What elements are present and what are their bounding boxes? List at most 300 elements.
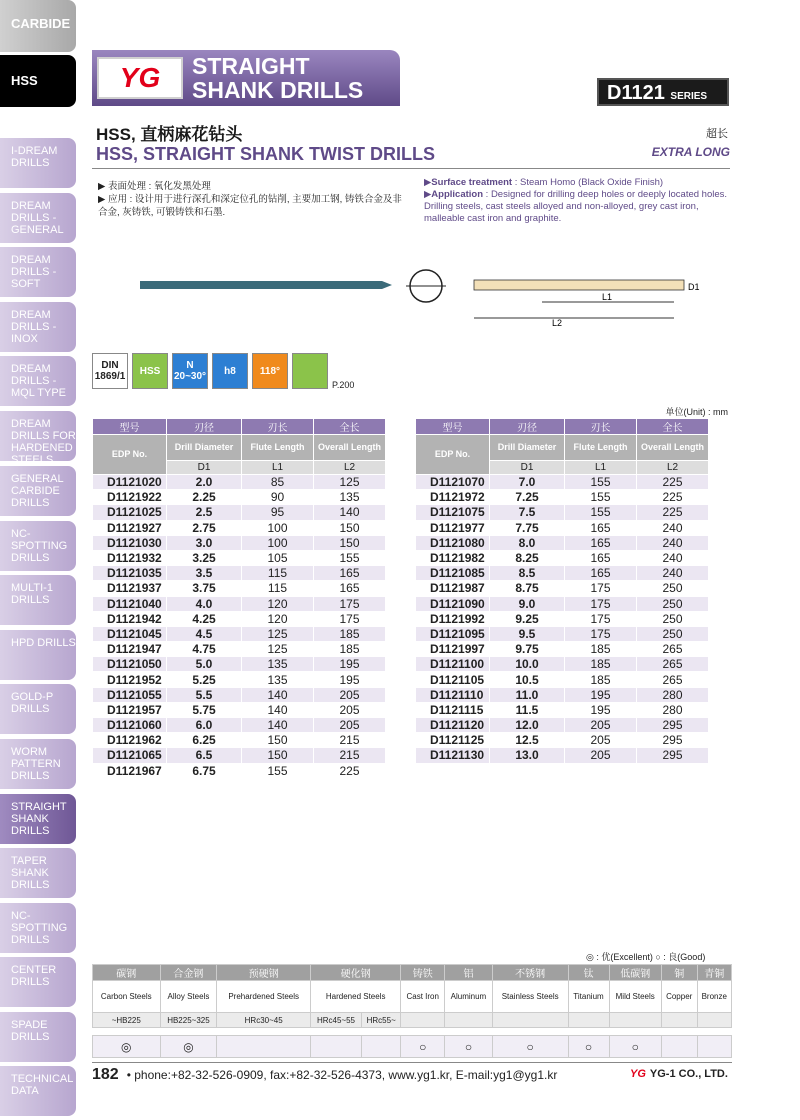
table-cell xyxy=(416,763,490,778)
table-cell: 12.5 xyxy=(490,733,565,748)
table-cell: 4.25 xyxy=(167,611,242,626)
table-cell: 5.0 xyxy=(167,657,242,672)
table-cell: 5.75 xyxy=(167,702,242,717)
table-cell: 185 xyxy=(314,642,386,657)
table-cell: 8.5 xyxy=(490,566,565,581)
material-cn: 预硬钢 xyxy=(217,965,311,981)
table-cell: 115 xyxy=(242,566,314,581)
table-cell: 175 xyxy=(314,611,386,626)
table-cell: 6.25 xyxy=(167,733,242,748)
table-cell: 100 xyxy=(242,520,314,535)
table-cell: 125 xyxy=(242,626,314,641)
table-row xyxy=(416,687,709,702)
table-cell: D1121080 xyxy=(416,535,490,550)
table-cell: D1121075 xyxy=(416,505,490,520)
material-rating xyxy=(697,1036,732,1058)
table-cell: D1121100 xyxy=(416,657,490,672)
material-en: Alloy Steels xyxy=(160,981,217,1013)
col-symbol: D1 xyxy=(490,461,565,475)
footer-brand: YG YG-1 CO., LTD. xyxy=(630,1068,728,1080)
table-cell: D1121110 xyxy=(416,687,490,702)
material-condition: ~HB225 xyxy=(93,1013,161,1028)
table-cell: 105 xyxy=(242,550,314,565)
material-condition: HRc30~45 xyxy=(217,1013,311,1028)
material-en: Prehardened Steels xyxy=(217,981,311,1013)
spec-icon: N 20~30° xyxy=(172,353,208,389)
table-cell: 205 xyxy=(565,748,637,763)
material-cn: 硬化钢 xyxy=(311,965,401,981)
series-badge: D1121 SERIES xyxy=(597,78,729,106)
table-cell: D1121922 xyxy=(93,490,167,505)
table-cell: 240 xyxy=(637,566,709,581)
table-cell: 240 xyxy=(637,550,709,565)
table-cell: 215 xyxy=(314,733,386,748)
table-cell: 85 xyxy=(242,475,314,490)
material-en: Copper xyxy=(661,981,697,1013)
subtitle-cn: HSS, 直柄麻花钻头 xyxy=(96,125,243,144)
table-row xyxy=(416,763,709,778)
table-cell: 4.0 xyxy=(167,596,242,611)
table-cell: 140 xyxy=(242,718,314,733)
table-cell xyxy=(565,763,637,778)
table-cell: 7.5 xyxy=(490,505,565,520)
table-cell: 195 xyxy=(565,687,637,702)
table-cell: 5.5 xyxy=(167,687,242,702)
col-header-cn: 刃长 xyxy=(565,419,637,435)
col-header-cn: 全长 xyxy=(314,419,386,435)
table-cell: D1121947 xyxy=(93,642,167,657)
table-row xyxy=(416,626,709,641)
dim-d1: D1 xyxy=(688,282,700,292)
drill-illustration xyxy=(92,262,732,332)
table-row xyxy=(93,718,386,733)
table-row xyxy=(93,611,386,626)
table-row xyxy=(416,718,709,733)
spec-icon: 118° xyxy=(252,353,288,389)
col-symbol: L2 xyxy=(314,461,386,475)
table-cell: 9.0 xyxy=(490,596,565,611)
table-cell: D1121070 xyxy=(416,475,490,490)
material-en: Cast Iron xyxy=(401,981,445,1013)
table-row xyxy=(416,475,709,490)
table-cell: 3.25 xyxy=(167,550,242,565)
dim-l1: L1 xyxy=(602,292,613,302)
col-header-cn: 刃径 xyxy=(167,419,242,435)
sidebar-item[interactable]: GENERAL CARBIDE DRILLS xyxy=(0,466,76,516)
table-row xyxy=(93,642,386,657)
table-cell xyxy=(490,763,565,778)
sidebar-item[interactable]: NC-SPOTTING DRILLS xyxy=(0,521,76,571)
col-header-en: EDP No. xyxy=(416,435,490,475)
table-cell: 215 xyxy=(314,748,386,763)
table-cell: 150 xyxy=(242,733,314,748)
page-ref: P.200 xyxy=(332,380,355,390)
material-en: Titanium xyxy=(568,981,609,1013)
table-cell: 135 xyxy=(314,490,386,505)
material-rating xyxy=(661,1036,697,1058)
col-header-en: Drill Diameter xyxy=(490,435,565,461)
table-cell: 155 xyxy=(565,490,637,505)
material-condition: HB225~325 xyxy=(160,1013,217,1028)
col-header-en: EDP No. xyxy=(93,435,167,475)
table-cell: 100 xyxy=(242,535,314,550)
table-cell: 225 xyxy=(637,505,709,520)
table-cell: 8.75 xyxy=(490,581,565,596)
sidebar-item[interactable]: TAPER SHANK DRILLS xyxy=(0,848,76,898)
table-cell: 4.75 xyxy=(167,642,242,657)
col-header-en: Overall Length xyxy=(637,435,709,461)
table-cell: 6.75 xyxy=(167,763,242,778)
material-condition: HRc55~ xyxy=(362,1013,401,1028)
table-cell: 240 xyxy=(637,535,709,550)
table-row xyxy=(416,581,709,596)
material-cn: 低碳钢 xyxy=(609,965,661,981)
material-en: Hardened Steels xyxy=(311,981,401,1013)
material-rating: ◎ xyxy=(160,1036,217,1058)
table-cell: 120 xyxy=(242,596,314,611)
spec-icons xyxy=(92,353,328,389)
table-cell: D1121992 xyxy=(416,611,490,626)
table-cell: 11.0 xyxy=(490,687,565,702)
table-cell: D1121932 xyxy=(93,550,167,565)
table-cell: D1121987 xyxy=(416,581,490,596)
table-cell: 125 xyxy=(242,642,314,657)
table-cell: D1121035 xyxy=(93,566,167,581)
header-title: STRAIGHT SHANK DRILLS xyxy=(192,53,364,103)
table-cell: D1121085 xyxy=(416,566,490,581)
table-cell: 175 xyxy=(565,611,637,626)
sidebar-item[interactable]: TECHNICAL DATA xyxy=(0,1066,76,1116)
sidebar-item[interactable]: HPD DRILLS xyxy=(0,630,76,680)
table-cell: 120 xyxy=(242,611,314,626)
col-header-en: Drill Diameter xyxy=(167,435,242,461)
table-row xyxy=(93,550,386,565)
table-cell: 9.25 xyxy=(490,611,565,626)
table-cell: 225 xyxy=(314,763,386,778)
table-cell: 2.75 xyxy=(167,520,242,535)
table-cell: 185 xyxy=(565,642,637,657)
table-cell: 165 xyxy=(565,520,637,535)
spec-icon: DIN 1869/1 xyxy=(92,353,128,389)
sidebar-item[interactable]: CENTER DRILLS xyxy=(0,957,76,1007)
col-symbol: D1 xyxy=(167,461,242,475)
sidebar-item[interactable]: MULTI-1 DRILLS xyxy=(0,575,76,625)
table-cell: 265 xyxy=(637,672,709,687)
table-row xyxy=(93,687,386,702)
table-cell: D1121997 xyxy=(416,642,490,657)
table-cell: 125 xyxy=(314,475,386,490)
table-cell: 225 xyxy=(637,475,709,490)
table-cell: D1121095 xyxy=(416,626,490,641)
right-table xyxy=(415,418,709,779)
table-cell: 10.5 xyxy=(490,672,565,687)
spec-icon: HSS xyxy=(132,353,168,389)
material-rating: ○ xyxy=(401,1036,445,1058)
table-cell: 3.75 xyxy=(167,581,242,596)
table-cell: 265 xyxy=(637,657,709,672)
table-cell: D1121060 xyxy=(93,718,167,733)
sidebar-item[interactable]: DREAM DRILLS -MQL TYPE xyxy=(0,356,76,406)
sidebar-item[interactable]: DREAM DRILLS -SOFT xyxy=(0,247,76,297)
col-header-cn: 刃径 xyxy=(490,419,565,435)
col-symbol: L2 xyxy=(637,461,709,475)
table-cell: 8.25 xyxy=(490,550,565,565)
material-condition: HRc45~55 xyxy=(311,1013,362,1028)
extra-long-en: EXTRA LONG xyxy=(651,145,730,159)
table-cell: 8.0 xyxy=(490,535,565,550)
table-row xyxy=(93,672,386,687)
table-cell: 7.0 xyxy=(490,475,565,490)
table-cell: 185 xyxy=(314,626,386,641)
material-en: Mild Steels xyxy=(609,981,661,1013)
material-en: Stainless Steels xyxy=(492,981,568,1013)
table-cell: 5.25 xyxy=(167,672,242,687)
table-cell: 185 xyxy=(565,672,637,687)
material-table xyxy=(92,964,732,1058)
table-cell: 155 xyxy=(314,550,386,565)
material-rating: ◎ xyxy=(93,1036,161,1058)
table-cell xyxy=(637,763,709,778)
sidebar-item[interactable]: CARBIDE xyxy=(0,0,76,52)
material-cn: 青铜 xyxy=(697,965,732,981)
table-cell: 135 xyxy=(242,672,314,687)
sidebar-item[interactable]: HSS xyxy=(0,55,76,107)
left-table xyxy=(92,418,386,779)
material-cn: 钛 xyxy=(568,965,609,981)
sidebar-item[interactable]: NC-SPOTTING DRILLS xyxy=(0,903,76,953)
table-row xyxy=(416,566,709,581)
table-cell: D1121050 xyxy=(93,657,167,672)
table-cell: 3.0 xyxy=(167,535,242,550)
table-cell: 7.75 xyxy=(490,520,565,535)
table-cell: 195 xyxy=(314,672,386,687)
col-header-cn: 刃长 xyxy=(242,419,314,435)
sidebar-item[interactable]: DREAM DRILLS FOR HARDENED STEELS xyxy=(0,411,76,461)
material-rating: ○ xyxy=(492,1036,568,1058)
table-row xyxy=(416,505,709,520)
sidebar-item[interactable]: DREAM DRILLS -GENERAL xyxy=(0,193,76,243)
table-cell: 2.0 xyxy=(167,475,242,490)
table-cell: 205 xyxy=(314,702,386,717)
material-rating xyxy=(311,1036,362,1058)
table-row xyxy=(93,596,386,611)
table-cell: D1121120 xyxy=(416,718,490,733)
table-cell: 9.5 xyxy=(490,626,565,641)
table-cell: 165 xyxy=(565,535,637,550)
material-rating: ○ xyxy=(445,1036,493,1058)
table-cell: 90 xyxy=(242,490,314,505)
table-cell: 2.25 xyxy=(167,490,242,505)
material-en: Bronze xyxy=(697,981,732,1013)
material-en: Carbon Steels xyxy=(93,981,161,1013)
table-cell: 175 xyxy=(314,596,386,611)
col-header-cn: 型号 xyxy=(416,419,490,435)
table-row xyxy=(416,550,709,565)
table-cell: 195 xyxy=(314,657,386,672)
table-cell: D1121030 xyxy=(93,535,167,550)
table-cell: 205 xyxy=(565,718,637,733)
description-cn: ▶ 表面处理 : 氧化发黑处理 ▶ 应用 : 设计用于进行深孔和深定位孔的钻削, 主要加工钢, 铸铁合金及非合金, 灰铸铁, 可锻铸铁和石墨. xyxy=(98,181,402,218)
table-cell: 225 xyxy=(637,490,709,505)
table-row xyxy=(93,733,386,748)
table-cell: 250 xyxy=(637,626,709,641)
table-cell: 205 xyxy=(565,733,637,748)
table-cell: 7.25 xyxy=(490,490,565,505)
unit-label: 单位(Unit) : mm xyxy=(665,407,728,417)
sidebar-item[interactable]: STRAIGHT SHANK DRILLS xyxy=(0,794,76,844)
table-cell: 13.0 xyxy=(490,748,565,763)
col-header-en: Flute Length xyxy=(242,435,314,461)
table-cell: 115 xyxy=(242,581,314,596)
table-cell: 205 xyxy=(314,687,386,702)
subtitle-en: HSS, STRAIGHT SHANK TWIST DRILLS xyxy=(96,144,435,164)
table-row xyxy=(416,611,709,626)
table-cell: D1121972 xyxy=(416,490,490,505)
table-cell: 295 xyxy=(637,718,709,733)
sidebar-item[interactable]: GOLD-P DRILLS xyxy=(0,684,76,734)
material-rating: ○ xyxy=(568,1036,609,1058)
material-rating xyxy=(362,1036,401,1058)
table-cell: D1121065 xyxy=(93,748,167,763)
table-cell: 165 xyxy=(314,581,386,596)
table-cell: D1121952 xyxy=(93,672,167,687)
yg-logo: YG xyxy=(97,57,183,99)
table-cell: D1121055 xyxy=(93,687,167,702)
description-en: ▶Surface treatment : Steam Homo (Black Oxide Finish) ▶Application : Designed for drilling deep holes or deeply located holes. Drilling steels, cast steels alloyed and non-alloyed, grey cast iron, malleable cast iron and graphite. xyxy=(424,177,728,224)
table-row xyxy=(93,626,386,641)
table-cell: D1121982 xyxy=(416,550,490,565)
sidebar-item[interactable]: WORM PATTERN DRILLS xyxy=(0,739,76,789)
table-row xyxy=(93,475,386,490)
col-header-en: Overall Length xyxy=(314,435,386,461)
table-cell: 240 xyxy=(637,520,709,535)
col-symbol: L1 xyxy=(242,461,314,475)
table-cell: 150 xyxy=(314,535,386,550)
col-symbol: L1 xyxy=(565,461,637,475)
table-row xyxy=(416,520,709,535)
table-cell: 9.75 xyxy=(490,642,565,657)
table-cell: D1121045 xyxy=(93,626,167,641)
col-header-cn: 全长 xyxy=(637,419,709,435)
table-row xyxy=(416,535,709,550)
table-row xyxy=(416,748,709,763)
material-en: Aluminum xyxy=(445,981,493,1013)
material-cn: 合金钢 xyxy=(160,965,217,981)
table-cell: 295 xyxy=(637,748,709,763)
material-cn: 不锈钢 xyxy=(492,965,568,981)
material-legend: ◎ : 优(Excellent) ○ : 良(Good) xyxy=(586,952,706,962)
table-cell: 3.5 xyxy=(167,566,242,581)
table-cell: D1121927 xyxy=(93,520,167,535)
table-cell: 165 xyxy=(565,566,637,581)
spec-icon: h8 xyxy=(212,353,248,389)
table-row xyxy=(416,733,709,748)
table-cell: D1121130 xyxy=(416,748,490,763)
table-cell: 135 xyxy=(242,657,314,672)
table-cell: 205 xyxy=(314,718,386,733)
table-row xyxy=(93,581,386,596)
table-cell: 250 xyxy=(637,596,709,611)
table-cell: 185 xyxy=(565,657,637,672)
table-cell: 250 xyxy=(637,581,709,596)
table-cell: 150 xyxy=(314,520,386,535)
table-row xyxy=(93,520,386,535)
table-cell: 175 xyxy=(565,596,637,611)
sidebar-item[interactable]: DREAM DRILLS -INOX xyxy=(0,302,76,352)
table-row xyxy=(416,596,709,611)
table-cell: 250 xyxy=(637,611,709,626)
table-row xyxy=(93,566,386,581)
table-cell: 140 xyxy=(242,702,314,717)
table-cell: 155 xyxy=(565,475,637,490)
table-row xyxy=(93,505,386,520)
table-cell: 165 xyxy=(314,566,386,581)
dim-l2: L2 xyxy=(552,318,563,328)
table-row xyxy=(93,535,386,550)
table-row xyxy=(416,672,709,687)
material-cn: 铸铁 xyxy=(401,965,445,981)
table-cell: 11.5 xyxy=(490,702,565,717)
sidebar-item[interactable]: SPADE DRILLS xyxy=(0,1012,76,1062)
material-rating xyxy=(217,1036,311,1058)
material-cn: 铝 xyxy=(445,965,493,981)
table-cell: 175 xyxy=(565,581,637,596)
material-cn: 碳钢 xyxy=(93,965,161,981)
table-cell: D1121937 xyxy=(93,581,167,596)
table-cell: D1121090 xyxy=(416,596,490,611)
table-cell: 95 xyxy=(242,505,314,520)
table-cell: D1121957 xyxy=(93,702,167,717)
table-row xyxy=(416,657,709,672)
table-cell: D1121977 xyxy=(416,520,490,535)
header-banner xyxy=(92,50,400,106)
table-cell: 265 xyxy=(637,642,709,657)
table-cell: 150 xyxy=(242,748,314,763)
table-cell: D1121962 xyxy=(93,733,167,748)
table-cell: D1121942 xyxy=(93,611,167,626)
footer-divider xyxy=(92,1062,732,1063)
col-header-en: Flute Length xyxy=(565,435,637,461)
table-cell: 140 xyxy=(314,505,386,520)
sidebar-item[interactable]: I-DREAM DRILLS xyxy=(0,138,76,188)
table-cell: D1121040 xyxy=(93,596,167,611)
table-row xyxy=(93,490,386,505)
table-cell: 4.5 xyxy=(167,626,242,641)
table-row xyxy=(416,702,709,717)
sidebar xyxy=(0,0,76,1120)
table-cell: 12.0 xyxy=(490,718,565,733)
table-cell: 140 xyxy=(242,687,314,702)
divider xyxy=(92,168,730,169)
col-header-cn: 型号 xyxy=(93,419,167,435)
table-row xyxy=(93,702,386,717)
table-cell: 6.0 xyxy=(167,718,242,733)
table-cell: 2.5 xyxy=(167,505,242,520)
table-cell: 155 xyxy=(242,763,314,778)
table-row xyxy=(93,763,386,778)
table-cell: D1121115 xyxy=(416,702,490,717)
extra-long-cn: 超长 xyxy=(706,128,728,140)
material-rating: ○ xyxy=(609,1036,661,1058)
table-row xyxy=(93,657,386,672)
spec-icon xyxy=(292,353,328,389)
footer: 182 • phone:+82-32-526-0909, fax:+82-32-526-4373, www.yg1.kr, E-mail:yg1@yg1.kr xyxy=(92,1066,558,1083)
table-row xyxy=(93,748,386,763)
table-cell: 6.5 xyxy=(167,748,242,763)
table-row xyxy=(416,490,709,505)
table-row xyxy=(416,642,709,657)
table-cell: D1121967 xyxy=(93,763,167,778)
